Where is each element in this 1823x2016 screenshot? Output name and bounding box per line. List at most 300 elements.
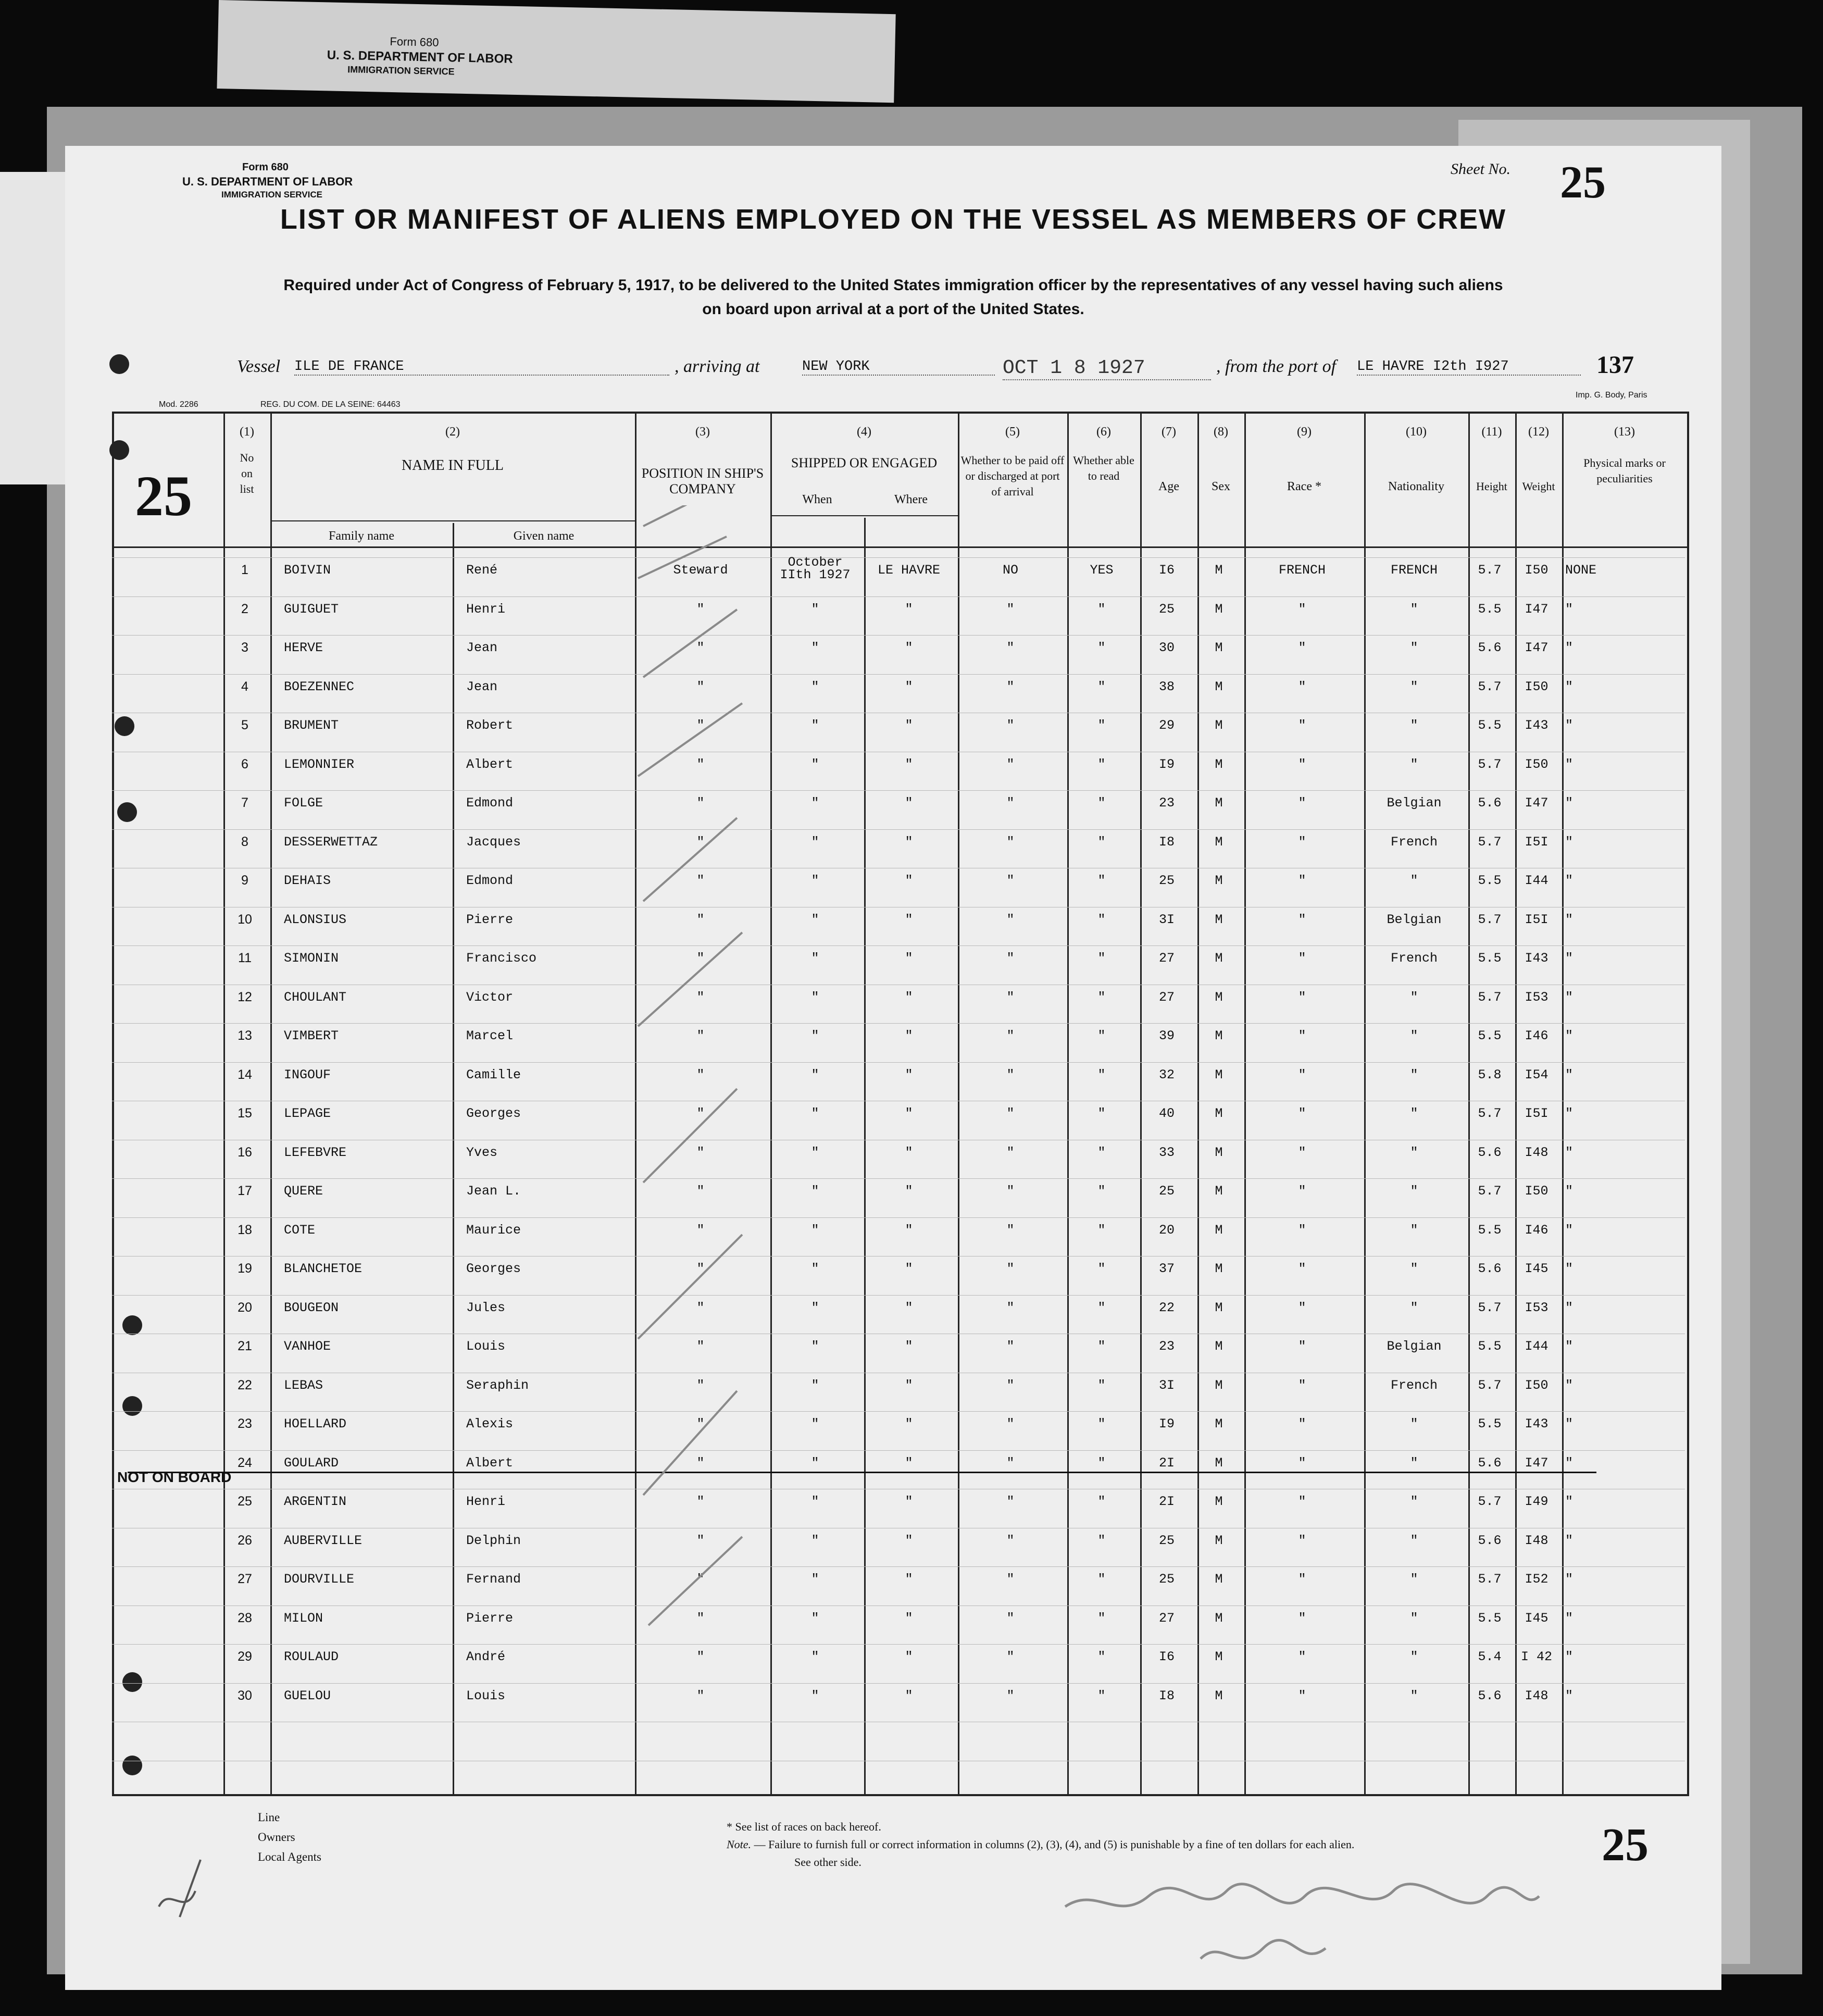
cell-weight: I43	[1525, 1416, 1549, 1432]
cell-where: "	[905, 1067, 913, 1082]
requirement-line-1: Required under Act of Congress of February 5, 1917, to be delivered to the United States immigration officer by the representatives of any vessel having such aliens	[283, 277, 1503, 294]
cell-when: "	[811, 873, 819, 888]
cell-age: 3I	[1158, 1377, 1175, 1393]
cell-when: "	[811, 1339, 819, 1354]
cell-read: "	[1097, 640, 1106, 655]
cell-family: LEFEBVRE	[284, 1144, 347, 1160]
cell-race: "	[1298, 1610, 1306, 1626]
cell-when: "	[811, 1610, 819, 1626]
cell-no: 25	[238, 1494, 252, 1509]
cell-when: "	[811, 1649, 819, 1664]
cell-where: "	[905, 756, 913, 772]
cell-paid: "	[1006, 795, 1015, 811]
cell-position: "	[696, 1572, 705, 1587]
cell-race: "	[1298, 1377, 1306, 1393]
cell-family: BRUMENT	[284, 718, 339, 733]
cell-height: 5.7	[1478, 1106, 1502, 1121]
cell-no: 22	[238, 1377, 252, 1392]
cell-sex: M	[1215, 1494, 1223, 1509]
cell-where: "	[905, 1028, 913, 1043]
cell-weight: I47	[1525, 1455, 1549, 1471]
cell-family: DESSERWETTAZ	[284, 834, 378, 850]
strip-service: IMMIGRATION SERVICE	[347, 64, 455, 77]
cell-when: "	[811, 1377, 819, 1393]
cell-no: 28	[238, 1610, 252, 1625]
cell-paid: "	[1006, 1067, 1015, 1082]
col-name-in-full: NAME IN FULL	[402, 457, 504, 474]
cell-sex: M	[1215, 1572, 1223, 1587]
cell-no: 15	[238, 1106, 252, 1121]
cell-family: GUELOU	[284, 1688, 331, 1703]
cell-age: 33	[1158, 1144, 1175, 1160]
cell-marks: "	[1565, 1261, 1574, 1276]
cell-no: 24	[238, 1455, 252, 1470]
cell-given: Louis	[466, 1339, 506, 1354]
cell-height: 5.6	[1478, 640, 1502, 655]
col-6-number: (6)	[1096, 425, 1111, 439]
cell-position: "	[696, 1688, 705, 1703]
cell-marks: "	[1565, 1184, 1574, 1199]
cell-given: Francisco	[466, 951, 537, 966]
cell-marks: "	[1565, 951, 1574, 966]
cell-race: "	[1298, 640, 1306, 655]
cell-no: 23	[238, 1416, 252, 1431]
cell-weight: I5I	[1525, 1106, 1549, 1121]
see-other-side: See other side.	[794, 1856, 861, 1869]
cell-nat: French	[1390, 951, 1438, 966]
cell-read: "	[1097, 1339, 1106, 1354]
cell-when: "	[811, 1184, 819, 1199]
col-4-number: (4)	[857, 425, 871, 439]
cell-position: "	[696, 1184, 705, 1199]
cell-sex: M	[1215, 756, 1223, 772]
cell-position: "	[696, 640, 705, 655]
cell-paid: "	[1006, 1494, 1015, 1509]
cell-where: "	[905, 1572, 913, 1587]
footer-notes	[727, 1818, 1354, 1871]
cell-weight: I49	[1525, 1494, 1549, 1509]
cell-nat: "	[1410, 756, 1418, 772]
cell-sex: M	[1215, 1416, 1223, 1432]
cell-family: INGOUF	[284, 1067, 331, 1082]
cell-given: Georges	[466, 1106, 521, 1121]
cell-position: "	[696, 679, 705, 694]
cell-age: 23	[1158, 1339, 1175, 1354]
cell-when: "	[811, 756, 819, 772]
cell-nat: "	[1410, 1572, 1418, 1587]
cell-marks: "	[1565, 912, 1574, 927]
cell-age: 27	[1158, 951, 1175, 966]
cell-where: "	[905, 1300, 913, 1315]
cell-when: "	[811, 1416, 819, 1432]
cell-age: 32	[1158, 1067, 1175, 1082]
cell-no: 26	[238, 1533, 252, 1548]
col-9-number: (9)	[1297, 425, 1312, 439]
cell-sex: M	[1215, 1144, 1223, 1160]
col-family-name: Family name	[329, 529, 394, 543]
cell-nat: "	[1410, 873, 1418, 888]
cell-sex: M	[1215, 1261, 1223, 1276]
cell-position: "	[696, 1261, 705, 1276]
cell-position: "	[696, 1649, 705, 1664]
cell-given: Fernand	[466, 1572, 521, 1587]
cell-where: "	[905, 951, 913, 966]
cell-when: "	[811, 912, 819, 927]
cell-marks: "	[1565, 1377, 1574, 1393]
cell-no: 13	[238, 1028, 252, 1043]
cell-height: 5.8	[1478, 1067, 1502, 1082]
cell-race: "	[1298, 1261, 1306, 1276]
cell-weight: I48	[1525, 1144, 1549, 1160]
left-scrap-paper	[0, 172, 73, 484]
cell-marks: "	[1565, 1572, 1574, 1587]
col-race: Race *	[1287, 480, 1321, 493]
ruled-line	[112, 1295, 1685, 1296]
cell-sex: M	[1215, 1610, 1223, 1626]
cell-height: 5.5	[1478, 1028, 1502, 1043]
cell-race: "	[1298, 1144, 1306, 1160]
cell-position: "	[696, 912, 705, 927]
cell-when: "	[811, 601, 819, 617]
cell-marks: "	[1565, 1533, 1574, 1548]
col-5-number: (5)	[1005, 425, 1020, 439]
cell-given: Jean	[466, 679, 498, 694]
col-nationality: Nationality	[1388, 480, 1444, 493]
cell-family: DOURVILLE	[284, 1572, 355, 1587]
cell-height: 5.7	[1478, 1300, 1502, 1315]
cell-race: "	[1298, 1688, 1306, 1703]
cell-when: "	[811, 989, 819, 1005]
ruled-line	[112, 1566, 1685, 1567]
cell-when: "	[811, 1067, 819, 1082]
cell-where: "	[905, 873, 913, 888]
cell-nat: "	[1410, 1028, 1418, 1043]
cell-no: 9	[241, 873, 248, 888]
cell-paid: "	[1006, 1455, 1015, 1471]
cell-where: "	[905, 1649, 913, 1664]
cell-height: 5.7	[1478, 1377, 1502, 1393]
cell-given: Pierre	[466, 912, 514, 927]
cell-age: 37	[1158, 1261, 1175, 1276]
cell-height: 5.6	[1478, 1261, 1502, 1276]
cell-marks: "	[1565, 601, 1574, 617]
cell-position: "	[696, 1028, 705, 1043]
cell-age: 22	[1158, 1300, 1175, 1315]
footer-sheet-number: 25	[1602, 1819, 1649, 1871]
cell-weight: I46	[1525, 1028, 1549, 1043]
cell-family: FOLGE	[284, 795, 323, 811]
cell-paid: "	[1006, 1610, 1015, 1626]
cell-race: "	[1298, 1106, 1306, 1121]
cell-paid: NO	[1002, 563, 1018, 578]
cell-family: ALONSIUS	[284, 912, 347, 927]
cell-when: "	[811, 1572, 819, 1587]
cell-age: 40	[1158, 1106, 1175, 1121]
col-age: Age	[1158, 480, 1179, 493]
cell-marks: "	[1565, 1028, 1574, 1043]
col-no-on-list: No on list	[240, 451, 254, 495]
page-title: LIST OR MANIFEST OF ALIENS EMPLOYED ON THE VESSEL AS MEMBERS OF CREW	[280, 204, 1507, 235]
cell-nat: "	[1410, 989, 1418, 1005]
cell-where: "	[905, 1688, 913, 1703]
cell-height: 5.6	[1478, 1688, 1502, 1703]
col-3-number: (3)	[695, 425, 710, 439]
cell-paid: "	[1006, 718, 1015, 733]
cell-when: "	[811, 1222, 819, 1238]
cell-family: VANHOE	[284, 1339, 331, 1354]
ruled-line	[112, 829, 1685, 830]
cell-sex: M	[1215, 912, 1223, 927]
cell-paid: "	[1006, 1222, 1015, 1238]
cell-paid: "	[1006, 1649, 1015, 1664]
cell-height: 5.5	[1478, 601, 1502, 617]
cell-nat: Belgian	[1387, 795, 1442, 811]
cell-where: "	[905, 718, 913, 733]
cell-marks: "	[1565, 679, 1574, 694]
cell-marks: "	[1565, 1300, 1574, 1315]
cell-race: "	[1298, 951, 1306, 966]
cell-race: "	[1298, 989, 1306, 1005]
cell-where: "	[905, 795, 913, 811]
ruled-line	[112, 1644, 1685, 1645]
cell-race: "	[1298, 1222, 1306, 1238]
cell-weight: I50	[1525, 1377, 1549, 1393]
col-weight: Weight	[1522, 480, 1555, 493]
cell-race: "	[1298, 1416, 1306, 1432]
cell-position: "	[696, 1222, 705, 1238]
margin-pencil-mark	[148, 1849, 232, 1927]
ruled-line	[112, 1217, 1685, 1218]
cell-paid: "	[1006, 951, 1015, 966]
cell-read: "	[1097, 834, 1106, 850]
cell-weight: I48	[1525, 1688, 1549, 1703]
cell-age: 20	[1158, 1222, 1175, 1238]
cell-weight: I 42	[1520, 1649, 1552, 1664]
cell-given: Pierre	[466, 1610, 514, 1626]
cell-where: "	[905, 1533, 913, 1548]
cell-marks: "	[1565, 1455, 1574, 1471]
cell-when: "	[811, 1688, 819, 1703]
cell-given: Alexis	[466, 1416, 514, 1432]
cell-position: "	[696, 1067, 705, 1082]
cell-given: Maurice	[466, 1222, 521, 1238]
cell-nat: "	[1410, 1494, 1418, 1509]
cell-weight: I50	[1525, 679, 1549, 694]
cell-read: "	[1097, 1416, 1106, 1432]
cell-race: "	[1298, 1533, 1306, 1548]
cell-read: "	[1097, 1455, 1106, 1471]
cell-given: Seraphin	[466, 1377, 529, 1393]
pencil-check-marks	[633, 505, 758, 1636]
cell-position: "	[696, 1106, 705, 1121]
cell-paid: "	[1006, 1416, 1015, 1432]
note-text: — Failure to furnish full or correct information in columns (2), (3), (4), and (5) is punishable by a fine of ten dollars for each alien.	[754, 1838, 1355, 1851]
cell-nat: Belgian	[1387, 1339, 1442, 1354]
owners-label: Owners	[258, 1831, 295, 1844]
cell-paid: "	[1006, 1339, 1015, 1354]
cell-sex: M	[1215, 1688, 1223, 1703]
cell-height: 5.7	[1478, 834, 1502, 850]
cell-read: YES	[1090, 563, 1114, 578]
requirement-line-2: on board upon arrival at a port of the United States.	[702, 301, 1084, 318]
vessel-name: ILE DE FRANCE	[294, 359, 669, 376]
cell-position: "	[696, 1300, 705, 1315]
cell-sex: M	[1215, 989, 1223, 1005]
cell-paid: "	[1006, 1688, 1015, 1703]
cell-family: GOULARD	[284, 1455, 339, 1471]
cell-position: "	[696, 1144, 705, 1160]
cell-weight: I52	[1525, 1572, 1549, 1587]
cell-given: Louis	[466, 1688, 506, 1703]
cell-read: "	[1097, 1184, 1106, 1199]
cell-no: 11	[238, 951, 252, 965]
cell-read: "	[1097, 756, 1106, 772]
cell-marks: "	[1565, 1106, 1574, 1121]
cell-marks: "	[1565, 1688, 1574, 1703]
cell-when: "	[811, 1533, 819, 1548]
cell-sex: M	[1215, 1533, 1223, 1548]
cell-family: AUBERVILLE	[284, 1533, 363, 1548]
cell-family: SIMONIN	[284, 951, 339, 966]
cell-sex: M	[1215, 873, 1223, 888]
cell-position: "	[696, 989, 705, 1005]
cell-age: 25	[1158, 601, 1175, 617]
cell-family: QUERE	[284, 1184, 323, 1199]
cell-position: Steward	[673, 563, 728, 578]
cell-where: "	[905, 601, 913, 617]
cell-no: 14	[238, 1067, 252, 1082]
cell-when: "	[811, 1455, 819, 1471]
cell-marks: "	[1565, 1649, 1574, 1664]
cell-paid: "	[1006, 679, 1015, 694]
cell-read: "	[1097, 1106, 1106, 1121]
cell-read: "	[1097, 1144, 1106, 1160]
punch-hole-icon	[109, 354, 129, 374]
cell-no: 21	[238, 1339, 252, 1353]
cell-where: "	[905, 1222, 913, 1238]
cell-paid: "	[1006, 1028, 1015, 1043]
cell-where: "	[905, 1610, 913, 1626]
page-number: 137	[1596, 351, 1634, 379]
cell-marks: "	[1565, 1610, 1574, 1626]
cell-given: Henri	[466, 1494, 506, 1509]
cell-height: 5.5	[1478, 718, 1502, 733]
not-on-board-note: NOT ON BOARD	[117, 1469, 232, 1485]
cell-race: "	[1298, 1300, 1306, 1315]
cell-weight: I5I	[1525, 912, 1549, 927]
cell-where: "	[905, 989, 913, 1005]
cell-race: "	[1298, 679, 1306, 694]
cell-when: "	[811, 1494, 819, 1509]
cell-given: Edmond	[466, 795, 514, 811]
cell-where: "	[905, 912, 913, 927]
cell-position: "	[696, 1339, 705, 1354]
cell-family: MILON	[284, 1610, 323, 1626]
cell-sex: M	[1215, 640, 1223, 655]
ruled-line	[112, 1062, 1685, 1063]
sheet-number: 25	[1560, 157, 1606, 208]
cell-marks: "	[1565, 1067, 1574, 1082]
cell-weight: I44	[1525, 1339, 1549, 1354]
cell-race: "	[1298, 834, 1306, 850]
cell-position: "	[696, 756, 705, 772]
arrival-port: NEW YORK	[802, 359, 995, 376]
cell-age: 39	[1158, 1028, 1175, 1043]
cell-nat: "	[1410, 1222, 1418, 1238]
cell-marks: NONE	[1565, 563, 1597, 578]
cell-position: "	[696, 795, 705, 811]
ruled-line	[112, 674, 1685, 675]
sheet-number-large: 25	[135, 464, 192, 528]
cell-family: LEBAS	[284, 1377, 323, 1393]
cell-age: I9	[1158, 1416, 1175, 1432]
cell-when: "	[811, 834, 819, 850]
cell-sex: M	[1215, 795, 1223, 811]
cell-family: BOIVIN	[284, 563, 331, 578]
cell-weight: I50	[1525, 1184, 1549, 1199]
mod-number: Mod. 2286	[159, 400, 198, 409]
cell-where: "	[905, 1494, 913, 1509]
cell-sex: M	[1215, 1300, 1223, 1315]
cell-marks: "	[1565, 640, 1574, 655]
cell-when: "	[811, 1261, 819, 1276]
cell-weight: I47	[1525, 795, 1549, 811]
cell-when: "	[811, 1300, 819, 1315]
cell-read: "	[1097, 718, 1106, 733]
cell-race: "	[1298, 1455, 1306, 1471]
cell-read: "	[1097, 795, 1106, 811]
col-2-number: (2)	[445, 425, 460, 439]
cell-nat: "	[1410, 1416, 1418, 1432]
ruled-line	[112, 945, 1685, 946]
cell-read: "	[1097, 601, 1106, 617]
cell-nat: French	[1390, 834, 1438, 850]
cell-family: ROULAUD	[284, 1649, 339, 1664]
cell-sex: M	[1215, 1649, 1223, 1664]
cell-nat: FRENCH	[1390, 563, 1438, 578]
ruled-line	[112, 557, 1685, 558]
ruled-line	[112, 1450, 1685, 1451]
cell-family: BOEZENNEC	[284, 679, 355, 694]
cell-race: "	[1298, 756, 1306, 772]
cell-nat: "	[1410, 640, 1418, 655]
cell-no: 27	[238, 1572, 252, 1586]
cell-no: 3	[241, 640, 248, 655]
cell-age: 23	[1158, 795, 1175, 811]
cell-read: "	[1097, 873, 1106, 888]
cell-given: Henri	[466, 601, 506, 617]
cell-no: 16	[238, 1144, 252, 1160]
cell-position: "	[696, 1416, 705, 1432]
vessel-label: Vessel	[237, 357, 281, 376]
cell-position: "	[696, 1494, 705, 1509]
cell-where: "	[905, 1144, 913, 1160]
arrival-date-stamp: OCT 1 8 1927	[1003, 357, 1211, 380]
cell-race: "	[1298, 601, 1306, 617]
cell-no: 10	[238, 912, 252, 927]
cell-height: 5.5	[1478, 951, 1502, 966]
cell-given: Albert	[466, 756, 514, 772]
cell-height: 5.6	[1478, 1455, 1502, 1471]
cell-age: 25	[1158, 1533, 1175, 1548]
cell-marks: "	[1565, 1339, 1574, 1354]
vessel-info-row	[237, 351, 1695, 388]
cell-height: 5.7	[1478, 563, 1502, 578]
cell-age: I6	[1158, 1649, 1175, 1664]
cell-no: 20	[238, 1300, 252, 1315]
cell-no: 1	[241, 563, 248, 577]
cell-age: I8	[1158, 1688, 1175, 1703]
